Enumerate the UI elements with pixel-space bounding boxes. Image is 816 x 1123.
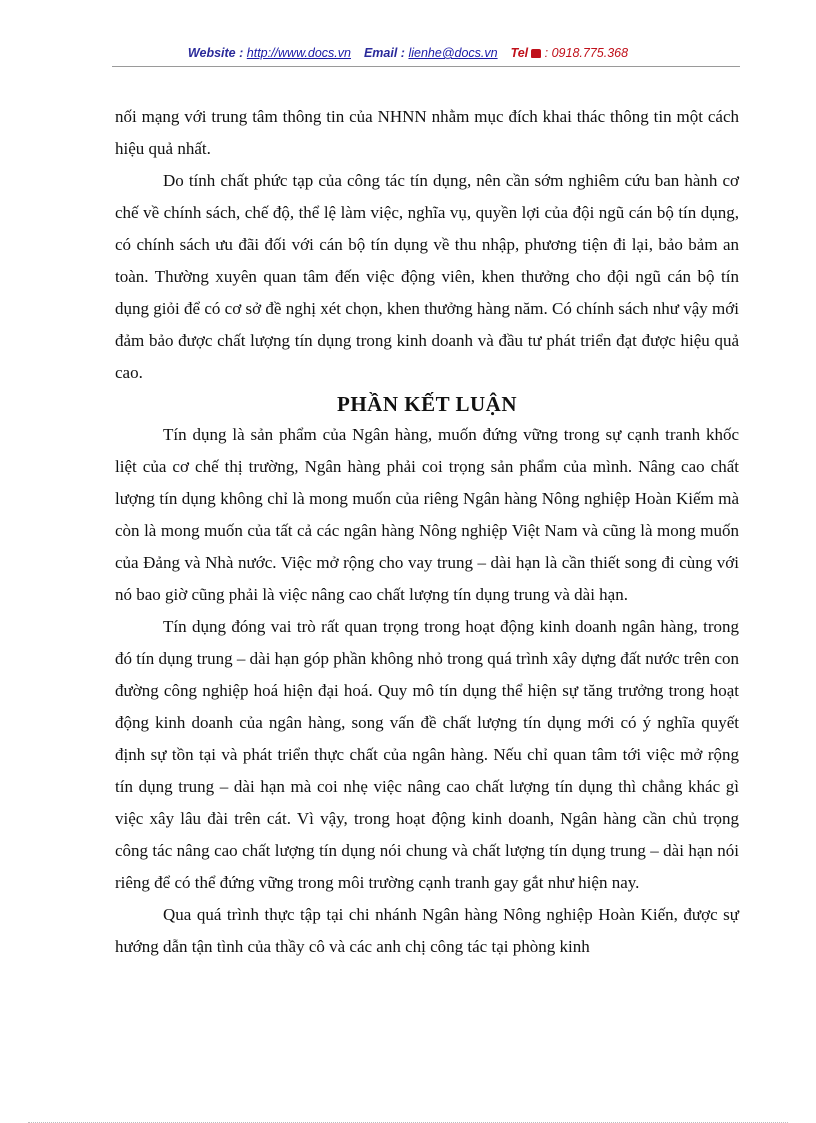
section-title: PHẦN KẾT LUẬN <box>337 392 517 416</box>
paragraph: Tín dụng là sản phẩm của Ngân hàng, muốn đứng vững trong sự cạnh tranh khốc liệt của cơ chế thị trường, Ngân hàng phải coi trọng sản phẩm của mình. Nâng cao chất lượng tín dụng không chỉ là mong muốn của riêng Ngân hàng Nông nghiệp Hoàn Kiếm mà còn là mong muốn của tất cả các ngân hàng Nông nghiệp Việt Nam và cũng là mong muốn của Đảng và Nhà nước. Việc mở rộng cho vay trung – dài hạn là cần thiết song đi cùng với nó bao giờ cũng phải là việc nâng cao chất lượng tín dụng trung và dài hạn. <box>115 425 739 604</box>
website-separator: : <box>239 46 244 60</box>
paragraph: Do tính chất phức tạp của công tác tín dụng, nên cần sớm nghiêm cứu ban hành cơ chế về chính sách, chế độ, thể lệ làm việc, nghĩa vụ, quyền lợi của đội ngũ cán bộ tín dụng, có chính sách ưu đãi đối với cán bộ tín dụng về thu nhập, phương tiện đi lại, bảo bảm an toàn. Thường xuyên quan tâm đến việc động viên, khen thưởng cho đội ngũ cán bộ tín dụng giỏi để có cơ sở đề nghị xét chọn, khen thưởng hàng năm. Có chính sách như vậy mới đảm bảo được chất lượng tín dụng trong kinh doanh và đầu tư phát triển đạt được hiệu quả cao. <box>115 171 739 382</box>
paragraph: Tín dụng đóng vai trò rất quan trọng trong hoạt động kinh doanh ngân hàng, trong đó tín dụng trung – dài hạn góp phần không nhỏ trong quá trình xây dựng đất nước trên con đường công nghiệp hoá hiện đại hoá. Quy mô tín dụng thể hiện sự tăng trưởng trong hoạt động kinh doanh của ngân hàng, song vấn đề chất lượng tín dụng mới có ý nghĩa quyết định sự tồn tại và phát triển thực chất của ngân hàng. Nếu chỉ quan tâm tới việc mở rộng tín dụng trung – dài hạn mà coi nhẹ việc nâng cao chất lượng tín dụng thì chẳng khác gì việc xây lâu đài trên cát. Vì vậy, trong hoạt động kinh doanh, Ngân hàng cần chủ trọng công tác nâng cao chất lượng tín dụng nói chung và chất lượng tín dụng trung – dài hạn nói riêng để có thể đứng vững trong môi trường cạnh tranh gay gắt như hiện nay. <box>115 617 739 892</box>
website-label: Website <box>187 46 236 60</box>
tel-label: Tel <box>510 46 529 60</box>
paragraph: nối mạng với trung tâm thông tin của NHNN nhằm mục đích khai thác thông tin một cách hiệu quả nhất. <box>115 107 739 158</box>
email-separator: : <box>400 46 405 60</box>
phone-icon <box>531 49 541 58</box>
header-divider <box>112 66 740 67</box>
website-link[interactable]: http://www.docs.vn <box>246 46 351 60</box>
paragraph: Qua quá trình thực tập tại chi nhánh Ngân hàng Nông nghiệp Hoàn Kiến, được sự hướng dẫn tận tình của thầy cô và các anh chị công tác tại phòng kinh <box>115 905 739 956</box>
document-body <box>115 101 739 963</box>
tel-value: : 0918.775.368 <box>544 46 629 60</box>
email-label: Email <box>363 46 398 60</box>
page-header <box>0 46 816 60</box>
email-link[interactable]: lienhe@docs.vn <box>408 46 498 60</box>
